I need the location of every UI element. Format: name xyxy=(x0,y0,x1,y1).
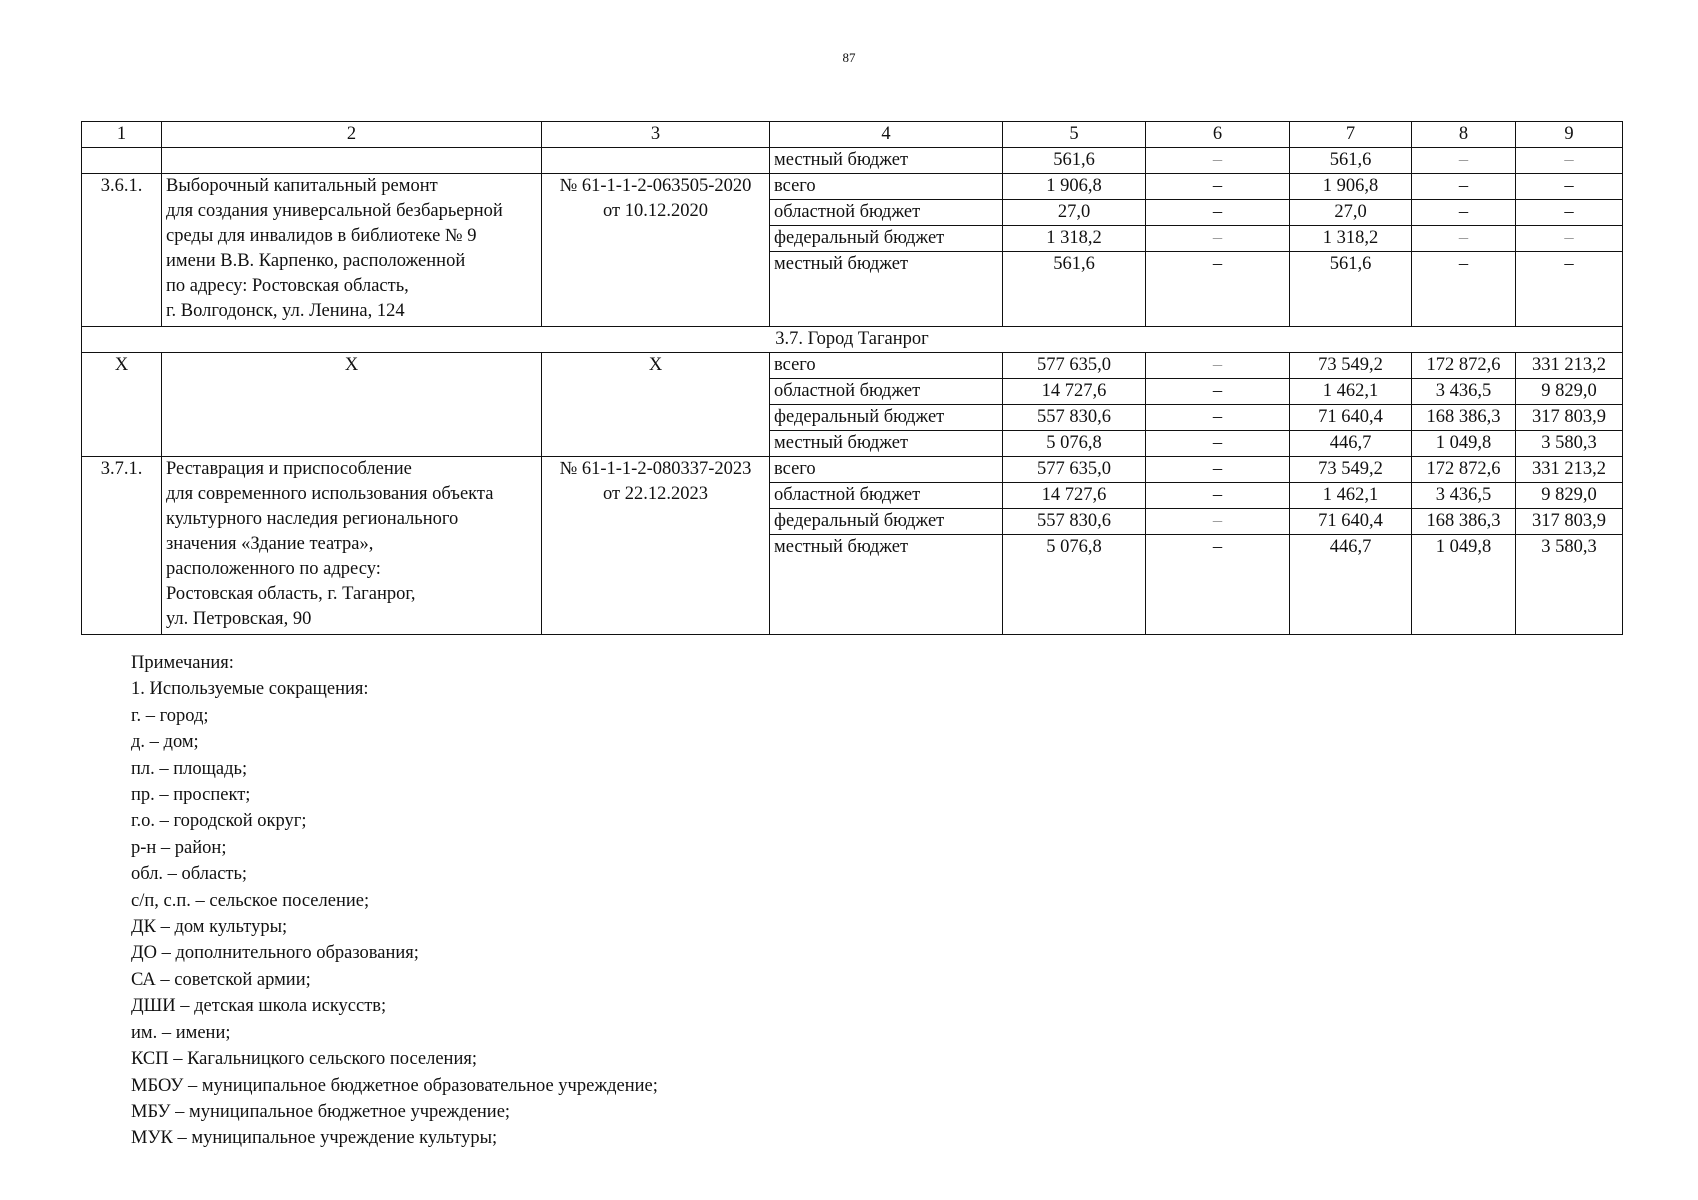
abbreviation-item: пл. – площадь; xyxy=(131,758,248,779)
value-cell: – xyxy=(1146,148,1290,174)
document-date: от 22.12.2023 xyxy=(603,484,708,504)
empty-cell xyxy=(162,148,542,174)
value-cell: – xyxy=(1146,174,1290,200)
description-line: расположенного по адресу: xyxy=(166,559,381,579)
funding-source: федеральный бюджет xyxy=(770,509,1003,535)
value-cell: 1 906,8 xyxy=(1290,174,1412,200)
description-line: г. Волгодонск, ул. Ленина, 124 xyxy=(166,301,405,321)
header-cell: 1 xyxy=(82,122,162,148)
abbreviation-item: с/п, с.п. – сельское поселение; xyxy=(131,890,370,911)
value-cell: 1 906,8 xyxy=(1003,174,1146,200)
document-number: № 61-1-1-2-063505-2020 xyxy=(559,176,752,196)
table-row xyxy=(82,457,1623,483)
value-cell: – xyxy=(1516,200,1623,226)
value-cell: 1 318,2 xyxy=(1290,226,1412,252)
value-cell: 14 727,6 xyxy=(1003,483,1146,509)
value-cell: – xyxy=(1146,353,1290,379)
value-cell: 561,6 xyxy=(1290,252,1412,327)
value-cell: – xyxy=(1146,457,1290,483)
page-number: 87 xyxy=(842,50,856,65)
value-cell: 331 213,2 xyxy=(1516,457,1623,483)
value-cell: 9 829,0 xyxy=(1516,379,1623,405)
value-cell: – xyxy=(1516,174,1623,200)
value-cell: 5 076,8 xyxy=(1003,535,1146,635)
x-mark: Х xyxy=(162,353,542,457)
description-line: культурного наследия регионального xyxy=(166,509,459,529)
header-cell: 2 xyxy=(162,122,542,148)
funding-source: местный бюджет xyxy=(770,535,1003,635)
description-line: Выборочный капитальный ремонт xyxy=(166,176,438,196)
value-cell: – xyxy=(1516,148,1623,174)
value-cell: – xyxy=(1412,252,1516,327)
value-cell: 71 640,4 xyxy=(1290,509,1412,535)
notes-subtitle: 1. Используемые сокращения: xyxy=(131,679,369,700)
funding-source: всего xyxy=(770,174,1003,200)
abbreviation-item: МУК – муниципальное учреждение культуры; xyxy=(131,1128,498,1149)
value-cell: 168 386,3 xyxy=(1412,405,1516,431)
abbreviation-item: МБУ – муниципальное бюджетное учреждение; xyxy=(131,1101,511,1122)
header-cell: 7 xyxy=(1290,122,1412,148)
header-cell: 5 xyxy=(1003,122,1146,148)
abbreviation-item: ДК – дом культуры; xyxy=(131,917,288,938)
value-cell: – xyxy=(1412,174,1516,200)
value-cell: – xyxy=(1412,148,1516,174)
value-cell: – xyxy=(1146,483,1290,509)
value-cell: 1 318,2 xyxy=(1003,226,1146,252)
value-cell: 557 830,6 xyxy=(1003,509,1146,535)
abbreviation-item: СА – советской армии; xyxy=(131,969,311,990)
value-cell: – xyxy=(1146,226,1290,252)
abbreviation-item: ДШИ – детская школа искусств; xyxy=(131,996,387,1017)
value-cell: 446,7 xyxy=(1290,431,1412,457)
funding-source: областной бюджет xyxy=(770,379,1003,405)
header-cell: 9 xyxy=(1516,122,1623,148)
value-cell: 561,6 xyxy=(1290,148,1412,174)
value-cell: 172 872,6 xyxy=(1412,457,1516,483)
value-cell: 1 049,8 xyxy=(1412,431,1516,457)
funding-source: всего xyxy=(770,353,1003,379)
header-cell: 3 xyxy=(542,122,770,148)
description-line: Реставрация и приспособление xyxy=(166,459,412,479)
description-line: для создания универсальной безбарьерной xyxy=(166,201,503,221)
table-header-row xyxy=(82,122,1623,148)
abbreviation-item: КСП – Кагальницкого сельского поселения; xyxy=(131,1049,477,1070)
funding-source: местный бюджет xyxy=(770,431,1003,457)
table-row xyxy=(82,353,1623,379)
value-cell: 3 436,5 xyxy=(1412,379,1516,405)
description-line: ул. Петровская, 90 xyxy=(166,609,312,629)
table-row xyxy=(82,148,1623,174)
value-cell: – xyxy=(1412,200,1516,226)
value-cell: – xyxy=(1146,252,1290,327)
value-cell: 557 830,6 xyxy=(1003,405,1146,431)
value-cell: 331 213,2 xyxy=(1516,353,1623,379)
value-cell: – xyxy=(1146,509,1290,535)
value-cell: 5 076,8 xyxy=(1003,431,1146,457)
document-number: № 61-1-1-2-080337-2023 xyxy=(559,459,752,479)
abbreviation-item: р-н – район; xyxy=(131,837,227,858)
funding-source: федеральный бюджет xyxy=(770,226,1003,252)
value-cell: 27,0 xyxy=(1290,200,1412,226)
item-number: 3.7.1. xyxy=(82,457,162,635)
value-cell: – xyxy=(1516,226,1623,252)
value-cell: 73 549,2 xyxy=(1290,353,1412,379)
table-row xyxy=(82,174,1623,200)
description-line: для современного использования объекта xyxy=(166,484,494,504)
value-cell: 3 436,5 xyxy=(1412,483,1516,509)
value-cell: – xyxy=(1146,379,1290,405)
x-mark: Х xyxy=(542,353,770,457)
document-reference xyxy=(542,457,770,635)
abbreviation-item: им. – имени; xyxy=(131,1022,231,1043)
funding-source: всего xyxy=(770,457,1003,483)
value-cell: – xyxy=(1146,405,1290,431)
abbreviation-item: ДО – дополнительного образования; xyxy=(131,943,419,964)
header-cell: 4 xyxy=(770,122,1003,148)
abbreviation-item: г. – город; xyxy=(131,705,209,726)
value-cell: 3 580,3 xyxy=(1516,535,1623,635)
funding-source: федеральный бюджет xyxy=(770,405,1003,431)
funding-source: областной бюджет xyxy=(770,200,1003,226)
empty-cell xyxy=(82,148,162,174)
value-cell: 3 580,3 xyxy=(1516,431,1623,457)
value-cell: 1 049,8 xyxy=(1412,535,1516,635)
notes-title: Примечания: xyxy=(131,653,234,673)
x-mark: Х xyxy=(82,353,162,457)
abbreviation-item: обл. – область; xyxy=(131,864,248,885)
item-number: 3.6.1. xyxy=(82,174,162,327)
description-line: значения «Здание театра», xyxy=(166,534,374,554)
value-cell: 1 462,1 xyxy=(1290,483,1412,509)
value-cell: 73 549,2 xyxy=(1290,457,1412,483)
value-cell: 446,7 xyxy=(1290,535,1412,635)
value-cell: – xyxy=(1516,252,1623,327)
notes-section xyxy=(131,650,658,1152)
description-line: среды для инвалидов в библиотеке № 9 xyxy=(166,226,477,246)
item-description xyxy=(162,457,542,635)
value-cell: 577 635,0 xyxy=(1003,353,1146,379)
value-cell: – xyxy=(1146,535,1290,635)
value-cell: 317 803,9 xyxy=(1516,509,1623,535)
value-cell: 577 635,0 xyxy=(1003,457,1146,483)
value-cell: 71 640,4 xyxy=(1290,405,1412,431)
value-cell: – xyxy=(1412,226,1516,252)
abbreviation-item: г.о. – городской округ; xyxy=(131,811,307,832)
funding-source: местный бюджет xyxy=(770,148,1003,174)
value-cell: 1 462,1 xyxy=(1290,379,1412,405)
abbreviation-item: МБОУ – муниципальное бюджетное образовательное учреждение; xyxy=(131,1075,658,1096)
empty-cell xyxy=(542,148,770,174)
value-cell: 561,6 xyxy=(1003,252,1146,327)
item-description xyxy=(162,174,542,327)
description-line: по адресу: Ростовская область, xyxy=(166,276,409,296)
value-cell: – xyxy=(1146,200,1290,226)
abbreviation-item: пр. – проспект; xyxy=(131,785,251,806)
value-cell: 168 386,3 xyxy=(1412,509,1516,535)
value-cell: 317 803,9 xyxy=(1516,405,1623,431)
header-cell: 8 xyxy=(1412,122,1516,148)
funding-source: областной бюджет xyxy=(770,483,1003,509)
budget-table xyxy=(81,121,1623,635)
section-title: 3.7. Город Таганрог xyxy=(82,327,1623,353)
value-cell: 172 872,6 xyxy=(1412,353,1516,379)
value-cell: 9 829,0 xyxy=(1516,483,1623,509)
document-date: от 10.12.2020 xyxy=(603,201,708,221)
value-cell: 561,6 xyxy=(1003,148,1146,174)
description-line: имени В.В. Карпенко, расположенной xyxy=(166,251,466,271)
document-reference xyxy=(542,174,770,327)
funding-source: местный бюджет xyxy=(770,252,1003,327)
abbreviation-item: д. – дом; xyxy=(131,732,199,753)
section-heading-row xyxy=(82,327,1623,353)
value-cell: 27,0 xyxy=(1003,200,1146,226)
header-cell: 6 xyxy=(1146,122,1290,148)
value-cell: 14 727,6 xyxy=(1003,379,1146,405)
description-line: Ростовская область, г. Таганрог, xyxy=(166,584,416,604)
value-cell: – xyxy=(1146,431,1290,457)
